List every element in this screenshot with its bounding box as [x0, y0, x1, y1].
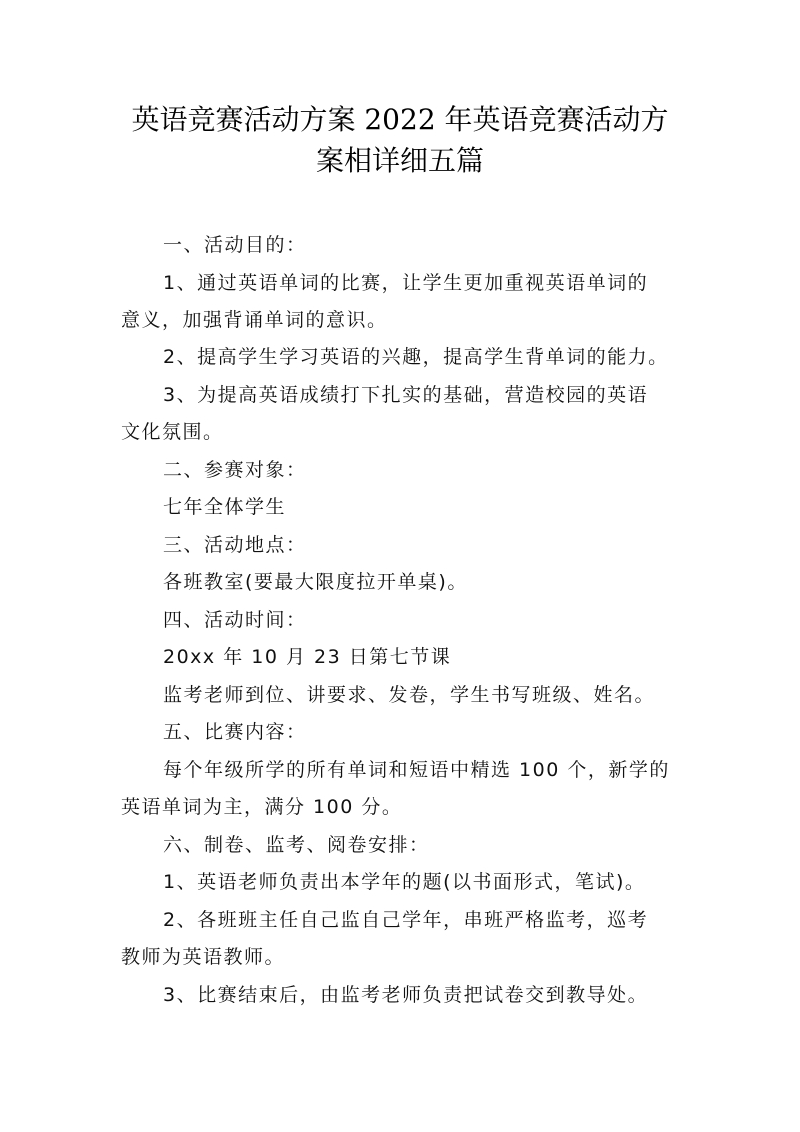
paragraph-line: 1、通过英语单词的比赛，让学生更加重视英语单词的 [163, 272, 649, 294]
paragraph-line: 3、比赛结束后，由监考老师负责把试卷交到教导处。 [163, 984, 649, 1006]
document-title-line-1: 英语竞赛活动方案 2022 年英语竞赛活动方 [131, 103, 669, 136]
section-heading-purpose: 一、活动目的： [163, 234, 307, 256]
section-heading-participants: 二、参赛对象： [163, 459, 307, 481]
section-heading-arrangement: 六、制卷、监考、阅卷安排： [163, 834, 430, 856]
paragraph-line: 意义，加强背诵单词的意识。 [121, 309, 388, 331]
paragraph-line: 监考老师到位、讲要求、发卷，学生书写班级、姓名。 [163, 684, 656, 706]
paragraph-line: 2、提高学生学习英语的兴趣，提高学生背单词的能力。 [163, 346, 669, 368]
paragraph-line: 文化氛围。 [121, 421, 224, 443]
section-heading-time: 四、活动时间： [163, 609, 307, 631]
paragraph-line: 20xx 年 10 月 23 日第七节课 [163, 646, 452, 668]
section-heading-location: 三、活动地点： [163, 534, 307, 556]
document-title-line-2: 案相详细五篇 [315, 144, 484, 177]
section-heading-content: 五、比赛内容： [163, 721, 307, 743]
paragraph-line: 3、为提高英语成绩打下扎实的基础，营造校园的英语 [163, 384, 649, 406]
paragraph-line: 2、各班班主任自己监自己学年，串班严格监考，巡考 [163, 909, 649, 931]
paragraph-line: 英语单词为主，满分 100 分。 [121, 796, 403, 818]
paragraph-line: 七年全体学生 [163, 496, 287, 518]
paragraph-line: 教师为英语教师。 [121, 946, 286, 968]
paragraph-line: 1、英语老师负责出本学年的题(以书面形式，笔试)。 [163, 871, 646, 893]
paragraph-line: 每个年级所学的所有单词和短语中精选 100 个，新学的 [163, 759, 670, 781]
paragraph-line: 各班教室(要最大限度拉开单桌)。 [163, 571, 468, 593]
